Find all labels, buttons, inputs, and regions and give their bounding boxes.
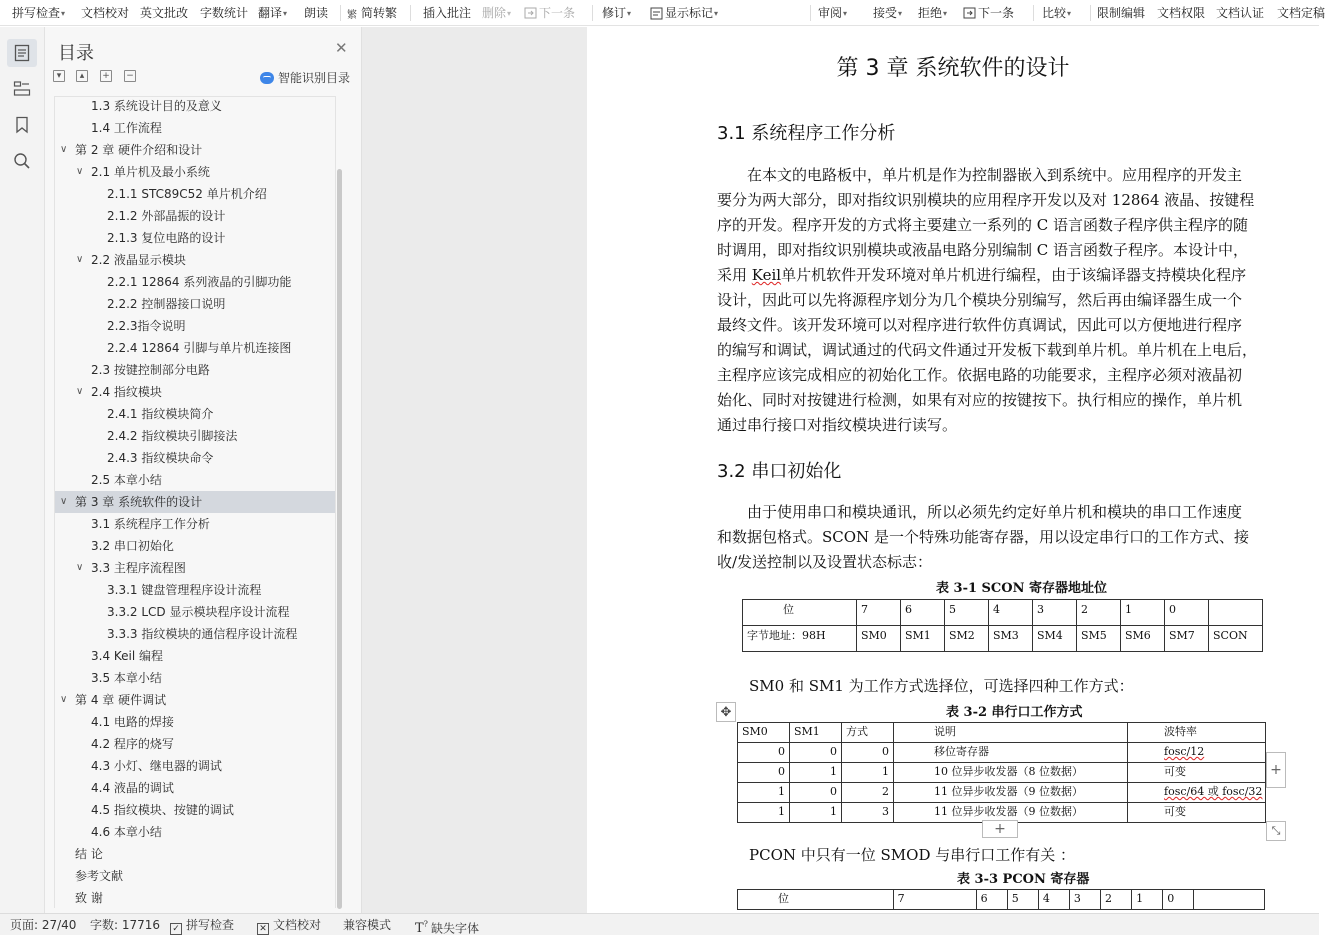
toc-item[interactable] xyxy=(55,403,335,425)
next-change-icon xyxy=(963,6,978,20)
toc-item[interactable] xyxy=(55,513,335,535)
toc-item-label: 2.4.2 指纹模块引脚接法 xyxy=(107,429,238,443)
toc-item[interactable] xyxy=(55,733,335,755)
table-cell[interactable]: 4 xyxy=(989,600,1033,626)
table-cell[interactable]: 移位寄存器 xyxy=(894,743,1128,763)
paragraph-line: 主程序应该完成相应的初始化工作。依据电路的功能要求，主程序必须对液晶初 xyxy=(717,366,1243,384)
table-row xyxy=(738,783,1266,803)
section-3-1-paragraph[interactable] xyxy=(717,163,1284,438)
toc-item[interactable] xyxy=(55,843,335,865)
toc-item-label: 2.2.1 12864 系列液晶的引脚功能 xyxy=(107,275,292,289)
toc-item-label: 4.3 小灯、继电器的调试 xyxy=(91,759,222,773)
toc-item-label: 1.3 系统设计目的及意义 xyxy=(91,99,222,113)
traditional-chinese-icon xyxy=(347,6,361,20)
toc-item[interactable] xyxy=(55,557,335,579)
toc-item[interactable] xyxy=(55,865,335,887)
table-cell[interactable]: 1 xyxy=(1121,600,1165,626)
toc-item-label: 2.2.2 控制器接口说明 xyxy=(107,297,226,311)
toolbar-button-7[interactable] xyxy=(423,4,471,22)
table-cell[interactable]: SM3 xyxy=(989,626,1033,652)
paragraph-line: 收/发送控制以及设置状态标志： xyxy=(717,553,933,571)
table-cell[interactable]: 2 xyxy=(842,783,894,803)
word-count[interactable]: 字数: 17716 xyxy=(90,918,161,932)
table-cell[interactable]: SCON xyxy=(1209,626,1263,652)
bookmark-icon[interactable] xyxy=(7,111,37,139)
toc-item[interactable] xyxy=(55,491,335,513)
toc-item[interactable] xyxy=(55,645,335,667)
smart-recognize-icon xyxy=(260,72,274,84)
table-3-3-caption: 表 3-3 PCON 寄存器 xyxy=(957,872,1090,887)
table-cell[interactable]: 0 xyxy=(842,743,894,763)
table-3-2[interactable] xyxy=(737,722,1266,823)
spell-check-label: 拼写检查 xyxy=(186,918,235,932)
table-cell[interactable]: 1 xyxy=(738,783,790,803)
toolbar-button-19[interactable] xyxy=(1216,4,1264,22)
table-cell[interactable]: SM7 xyxy=(1165,626,1209,652)
paragraph-line: 由于使用串口和模块通讯，所以必须先约定好单片机和模块的串口工作速度 xyxy=(747,503,1243,521)
toolbar-button-12[interactable] xyxy=(818,4,847,22)
table-cell[interactable]: 0 xyxy=(738,743,790,763)
missing-font-label: 缺失字体 xyxy=(430,921,479,936)
toc-item-label: 2.1.2 外部晶振的设计 xyxy=(107,209,226,223)
toolbar-divider xyxy=(1090,5,1091,21)
chevron-down-icon[interactable]: ∨ xyxy=(76,166,84,177)
toc-item-label: 3.5 本章小结 xyxy=(91,671,162,685)
table-cell[interactable]: fosc/12 xyxy=(1128,743,1266,763)
table-cell[interactable]: 0 xyxy=(1165,600,1209,626)
paragraph-line: 始化、同时对按键进行检测，如果有对应的按键按下。执行相应的操作，单片机 xyxy=(717,391,1243,409)
toc-item-label: 3.3.1 键盘管理程序设计流程 xyxy=(107,583,262,597)
toc-item[interactable] xyxy=(55,337,335,359)
expand-up-button[interactable]: ▴ xyxy=(76,70,88,82)
toolbar-button-4[interactable] xyxy=(258,4,287,22)
spelling-flag[interactable]: Keil xyxy=(751,266,782,284)
toolbar-button-label: 显示标记 xyxy=(665,6,714,20)
toc-item[interactable] xyxy=(55,271,335,293)
toc-item-label: 4.2 程序的烧写 xyxy=(91,737,174,751)
table-cell[interactable]: SM1 xyxy=(901,626,945,652)
sm-description: SM0 和 SM1 为工作方式选择位，可选择四种工作方式： xyxy=(749,677,1134,695)
toolbar-button-8[interactable] xyxy=(482,4,511,22)
toc-item-label: 3.1 系统程序工作分析 xyxy=(91,517,210,531)
compat-mode: 兼容模式 xyxy=(343,918,392,932)
toc-item-label: 2.1.1 STC89C52 单片机介绍 xyxy=(107,187,267,201)
table-cell[interactable] xyxy=(1209,600,1263,626)
toc-item[interactable] xyxy=(55,359,335,381)
smart-toc-label: 智能识别目录 xyxy=(278,71,351,85)
paragraph-line xyxy=(717,263,1284,288)
table-cell[interactable]: 字节地址：98H xyxy=(743,626,857,652)
section-3-1-title: 3.1 系统程序工作分析 xyxy=(717,123,896,144)
chevron-down-icon: ▾ xyxy=(1067,9,1072,18)
chevron-down-icon: ▾ xyxy=(898,9,903,18)
table-cell[interactable]: 说明 xyxy=(894,723,1128,743)
toc-item[interactable] xyxy=(55,447,335,469)
table-cell[interactable]: 4 xyxy=(1038,890,1069,910)
toolbar-button-label: 朗读 xyxy=(304,6,329,20)
table-cell[interactable]: 3 xyxy=(1069,890,1100,910)
toc-item[interactable] xyxy=(55,161,335,183)
paragraph-line: 时调用，即对指纹识别模块或液晶电路分别编制 C 语言函数子程序。本设计中， xyxy=(717,241,1249,259)
toc-item[interactable] xyxy=(55,183,335,205)
document-canvas xyxy=(362,27,1319,913)
toc-list xyxy=(54,96,336,908)
toc-item-label: 4.4 液晶的调试 xyxy=(91,781,174,795)
toolbar-button-label: 文档权限 xyxy=(1157,6,1206,20)
chevron-down-icon: ▾ xyxy=(843,9,848,18)
toc-item[interactable] xyxy=(55,117,335,139)
toc-item[interactable] xyxy=(55,469,335,491)
toc-item-label: 2.1.3 复位电路的设计 xyxy=(107,231,226,245)
toc-item[interactable] xyxy=(55,601,335,623)
table-cell[interactable]: 10 位异步收发器（8 位数据） xyxy=(894,763,1128,783)
toolbar-button-13[interactable] xyxy=(873,4,902,22)
chevron-down-icon: ▾ xyxy=(714,9,719,18)
toolbar-button-0[interactable] xyxy=(12,4,65,22)
table-cell[interactable]: 可变 xyxy=(1128,763,1266,783)
table-cell[interactable]: 方式 xyxy=(842,723,894,743)
toc-item-label: 2.4.1 指纹模块简介 xyxy=(107,407,214,421)
table-resize-icon[interactable]: ⤡ xyxy=(1266,821,1286,841)
paragraph-line: 序的开发。程序开发的方式将主要建立一系列的 C 语言函数子程序供主程序的随 xyxy=(717,216,1249,234)
toolbar-button-15[interactable] xyxy=(963,4,1014,22)
table-3-2-caption: 表 3-2 串行口工作方式 xyxy=(946,705,1083,720)
table-cell[interactable]: 6 xyxy=(976,890,1007,910)
toc-item[interactable] xyxy=(55,95,335,117)
add-heading-button[interactable]: + xyxy=(100,70,112,82)
table-cell[interactable]: 可变 xyxy=(1128,803,1266,823)
add-row-button[interactable]: + xyxy=(982,820,1018,838)
toc-item-label: 1.4 工作流程 xyxy=(91,121,162,135)
toolbar-button-label: 删除 xyxy=(482,6,507,20)
chevron-down-icon[interactable]: ∨ xyxy=(60,694,68,705)
toc-item-label: 4.1 电路的焊接 xyxy=(91,715,174,729)
toc-item[interactable] xyxy=(55,799,335,821)
toc-item-label: 3.3 主程序流程图 xyxy=(91,561,186,575)
paragraph-line: 和数据包格式。SCON 是一个特殊功能寄存器，用以设定串行口的工作方式、接 xyxy=(717,528,1249,546)
table-row xyxy=(743,626,1263,652)
toc-item-label: 2.5 本章小结 xyxy=(91,473,162,487)
toc-item-label: 第 4 章 硬件调试 xyxy=(75,693,167,707)
table-cell[interactable]: SM0 xyxy=(738,723,790,743)
toolbar-divider xyxy=(410,5,411,21)
paragraph-fragment: 采用 xyxy=(717,266,752,284)
table-3-1[interactable] xyxy=(742,599,1263,652)
toc-item-label: 2.4 指纹模块 xyxy=(91,385,162,399)
table-row xyxy=(738,890,1265,910)
table-3-3[interactable] xyxy=(737,889,1265,910)
table-cell[interactable]: fosc/64 或 fosc/32 xyxy=(1128,783,1266,803)
chevron-down-icon: ▾ xyxy=(627,9,632,18)
toolbar-button-5[interactable] xyxy=(304,4,328,22)
toolbar-button-label: 比较 xyxy=(1042,6,1067,20)
chapter-title: 第 3 章 系统软件的设计 xyxy=(836,56,1070,81)
toc-item[interactable] xyxy=(55,777,335,799)
table-cell[interactable]: 11 位异步收发器（9 位数据） xyxy=(894,783,1128,803)
table-cell[interactable]: 2 xyxy=(1077,600,1121,626)
next-comment-icon xyxy=(524,6,539,20)
toolbar-button-label: 接受 xyxy=(873,6,898,20)
status-bar xyxy=(0,913,1319,935)
table-cell[interactable]: 0 xyxy=(1163,890,1194,910)
toc-item-label: 4.6 本章小结 xyxy=(91,825,162,839)
toolbar-button-label: 文档认证 xyxy=(1216,6,1265,20)
toc-scrollbar[interactable] xyxy=(337,169,342,909)
toolbar-button-label: 英文批改 xyxy=(140,6,189,20)
toolbar-button-label: 审阅 xyxy=(818,6,843,20)
table-cell[interactable]: 位 xyxy=(743,600,857,626)
toc-item-label: 3.4 Keil 编程 xyxy=(91,649,164,663)
paragraph-line: 通过串行接口对指纹模块进行读写。 xyxy=(717,416,958,434)
toc-item-label: 第 3 章 系统软件的设计 xyxy=(75,495,203,509)
toolbar-button-9[interactable] xyxy=(524,4,575,22)
table-cell[interactable]: SM4 xyxy=(1033,626,1077,652)
table-row xyxy=(738,743,1266,763)
section-3-2-title: 3.2 串口初始化 xyxy=(717,461,842,482)
toc-item-label: 2.2.3指令说明 xyxy=(107,319,186,333)
toc-item-label: 第 2 章 硬件介绍和设计 xyxy=(75,143,203,157)
toolbar-button-label: 文档校对 xyxy=(81,6,130,20)
toc-panel xyxy=(45,27,362,913)
toolbar-button-1[interactable] xyxy=(81,4,129,22)
toc-item[interactable] xyxy=(55,689,335,711)
font-warning-icon: T? xyxy=(415,920,428,937)
chevron-down-icon[interactable]: ∨ xyxy=(60,496,68,507)
proofread-toggle[interactable] xyxy=(257,917,321,935)
toc-item-label: 结 论 xyxy=(75,847,103,861)
toc-title: 目录 xyxy=(58,43,94,64)
toolbar-button-label: 简转繁 xyxy=(361,6,398,20)
toolbar-button-label: 下一条 xyxy=(539,6,576,20)
pcon-description: PCON 中只有一位 SMOD 与串行口工作有关 ： xyxy=(749,846,1076,864)
toc-item-label: 3.2 串口初始化 xyxy=(91,539,174,553)
table-cell[interactable]: 7 xyxy=(857,600,901,626)
toolbar-button-label: 拼写检查 xyxy=(12,6,61,20)
toc-item-label: 2.2.4 12864 引脚与单片机连接图 xyxy=(107,341,292,355)
table-cell[interactable]: 2 xyxy=(1101,890,1132,910)
table-cell[interactable]: SM1 xyxy=(790,723,842,743)
table-cell[interactable]: 0 xyxy=(738,763,790,783)
toc-item[interactable] xyxy=(55,535,335,557)
toc-icon[interactable] xyxy=(7,39,37,67)
table-cell[interactable] xyxy=(1194,890,1265,910)
chevron-down-icon[interactable]: ∨ xyxy=(60,144,68,155)
toc-item-label: 2.1 单片机及最小系统 xyxy=(91,165,210,179)
table-row xyxy=(743,600,1263,626)
toolbar-divider xyxy=(810,5,811,21)
proofread-label: 文档校对 xyxy=(273,918,322,932)
table-move-handle-icon[interactable]: ✥ xyxy=(716,702,736,722)
toolbar-button-10[interactable] xyxy=(602,4,631,22)
toolbar-button-label: 文档定稿 xyxy=(1277,6,1325,20)
toolbar-button-label: 修订 xyxy=(602,6,627,20)
toc-item-label: 致 谢 xyxy=(75,891,103,905)
toc-item[interactable] xyxy=(55,205,335,227)
toolbar-divider xyxy=(592,5,593,21)
toc-item[interactable] xyxy=(55,579,335,601)
toc-item[interactable] xyxy=(55,315,335,337)
check-icon: ✓ xyxy=(170,923,182,935)
table-cell[interactable]: 1 xyxy=(738,803,790,823)
toc-item-label: 3.3.2 LCD 显示模块程序设计流程 xyxy=(107,605,290,619)
paragraph-line: 在本文的电路板中，单片机是作为控制器嵌入到系统中。应用程序的开发主 xyxy=(747,166,1243,184)
smart-toc-button[interactable] xyxy=(260,69,350,86)
paragraph-line: 最终文件。该开发环境可以对程序进行软件仿真调试，因此可以方便地进行程序 xyxy=(717,316,1243,334)
left-rail xyxy=(0,27,45,913)
toolbar-button-6[interactable] xyxy=(347,4,397,22)
page-indicator[interactable]: 页面: 27/40 xyxy=(10,918,77,932)
toolbar-button-label: 下一条 xyxy=(978,6,1015,20)
svg-text:繁: 繁 xyxy=(347,10,357,21)
chevron-down-icon: ▾ xyxy=(283,9,288,18)
table-cell[interactable]: 11 位异步收发器（9 位数据） xyxy=(894,803,1128,823)
toolbar-button-label: 字数统计 xyxy=(200,6,249,20)
toolbar-button-label: 拒绝 xyxy=(918,6,943,20)
table-cell[interactable]: SM5 xyxy=(1077,626,1121,652)
table-cell[interactable]: 7 xyxy=(893,890,976,910)
chevron-down-icon: ▾ xyxy=(507,9,512,18)
table-cell[interactable]: 6 xyxy=(901,600,945,626)
collapse-all-button[interactable]: ▾ xyxy=(53,70,65,82)
toolbar-button-label: 限制编辑 xyxy=(1097,6,1146,20)
paragraph-line: 的编写和调试，调试通过的代码文件通过开发板下载到单片机。单片机在上电后， xyxy=(717,341,1258,359)
chevron-down-icon: ▾ xyxy=(61,9,66,18)
toc-item[interactable] xyxy=(55,249,335,271)
table-cell[interactable]: 5 xyxy=(945,600,989,626)
toolbar-button-17[interactable] xyxy=(1097,4,1145,22)
chevron-down-icon[interactable]: ∨ xyxy=(76,562,84,573)
table-cell[interactable]: 0 xyxy=(790,783,842,803)
table-cell[interactable]: 波特率 xyxy=(1128,723,1266,743)
toc-item[interactable] xyxy=(55,887,335,909)
table-header-row xyxy=(738,723,1266,743)
toolbar-button-label: 翻译 xyxy=(258,6,283,20)
toc-item[interactable] xyxy=(55,227,335,249)
toc-item[interactable] xyxy=(55,623,335,645)
table-cell[interactable]: 5 xyxy=(1007,890,1038,910)
chevron-down-icon[interactable]: ∨ xyxy=(76,386,84,397)
table-row xyxy=(738,763,1266,783)
toc-item[interactable] xyxy=(55,821,335,843)
toolbar-button-14[interactable] xyxy=(918,4,947,22)
table-cell[interactable]: 1 xyxy=(790,803,842,823)
toc-item-label: 3.3.3 指纹模块的通信程序设计流程 xyxy=(107,627,298,641)
toolbar-button-20[interactable] xyxy=(1277,4,1325,22)
paragraph-line: 设计，因此可以先将源程序划分为几个模块分别编写，然后再由编译器生成一个 xyxy=(717,291,1243,309)
toc-item-label: 2.3 按键控制部分电路 xyxy=(91,363,210,377)
toolbar-divider xyxy=(340,5,341,21)
table-cell[interactable]: SM2 xyxy=(945,626,989,652)
toc-item[interactable] xyxy=(55,293,335,315)
toc-item-label: 4.5 指纹模块、按键的调试 xyxy=(91,803,234,817)
toc-item-label: 参考文献 xyxy=(75,869,124,883)
toc-item-label: 2.2 液晶显示模块 xyxy=(91,253,186,267)
toolbar-button-2[interactable] xyxy=(140,4,188,22)
toc-item[interactable] xyxy=(55,711,335,733)
toolbar-button-11[interactable] xyxy=(650,4,718,22)
paragraph-fragment: 单片机软件开发环境对单片机进行编程，由于该编译器支持模块化程序 xyxy=(781,266,1247,284)
toc-item[interactable] xyxy=(55,139,335,161)
chevron-down-icon: ▾ xyxy=(943,9,948,18)
table-cell[interactable]: 3 xyxy=(1033,600,1077,626)
add-column-button[interactable]: + xyxy=(1266,752,1286,788)
toc-item[interactable] xyxy=(55,381,335,403)
toolbar-button-3[interactable] xyxy=(200,4,248,22)
spell-check-toggle[interactable] xyxy=(170,917,234,935)
toolbar-button-label: 插入批注 xyxy=(423,6,472,20)
remove-heading-button[interactable]: − xyxy=(124,70,136,82)
table-3-1-caption: 表 3-1 SCON 寄存器地址位 xyxy=(936,581,1108,596)
table-cell[interactable]: 0 xyxy=(790,743,842,763)
table-cell[interactable]: 3 xyxy=(842,803,894,823)
toc-item-label: 2.4.3 指纹模块命令 xyxy=(107,451,214,465)
table-cell[interactable]: 位 xyxy=(738,890,894,910)
review-toolbar xyxy=(0,0,1325,26)
toc-item[interactable] xyxy=(55,425,335,447)
close-box-icon: ✕ xyxy=(257,923,269,935)
table-cell[interactable]: SM6 xyxy=(1121,626,1165,652)
table-cell[interactable]: SM0 xyxy=(857,626,901,652)
document-page xyxy=(587,27,1319,913)
show-markup-icon xyxy=(650,6,665,20)
toc-item[interactable] xyxy=(55,755,335,777)
search-icon[interactable] xyxy=(7,147,37,175)
navigation-icon[interactable] xyxy=(7,74,37,102)
toolbar-divider xyxy=(1033,5,1034,21)
close-icon[interactable]: ✕ xyxy=(335,39,348,57)
toc-item[interactable] xyxy=(55,667,335,689)
chevron-down-icon[interactable]: ∨ xyxy=(76,254,84,265)
missing-font-button[interactable] xyxy=(415,917,479,937)
table-cell[interactable]: 1 xyxy=(1132,890,1163,910)
table-cell[interactable]: 1 xyxy=(842,763,894,783)
toolbar-button-16[interactable] xyxy=(1042,4,1071,22)
paragraph-line: 要分为两大部分，即对指纹识别模块的应用程序开发以及对 12864 液晶、按键程 xyxy=(717,191,1255,209)
table-cell[interactable]: 1 xyxy=(790,763,842,783)
toolbar-button-18[interactable] xyxy=(1157,4,1205,22)
section-3-2-paragraph[interactable] xyxy=(717,500,1284,575)
